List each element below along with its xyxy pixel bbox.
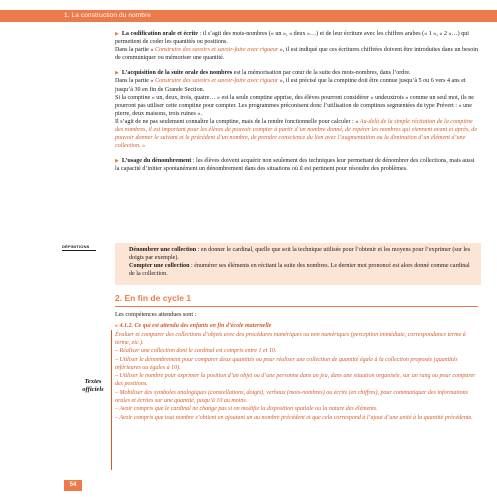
official-item: – Avoir compris que le cardinal ne change pas si on modifie la disposition spatiale ou la nature des éléments. (115, 406, 378, 412)
acquisition-text2a: Dans la partie « (115, 78, 155, 85)
arrow-bullet-icon: ▶ (115, 31, 119, 37)
official-item: – Mobiliser des symboles analogiques (constellations, doigts), verbaux (mots-nombres) ou écrits (en chiffres), pour communiquer des informations orales et écrites sur une quantité, jusqu’à 10 au moins. (115, 389, 469, 404)
definitions-label-underline (62, 250, 96, 251)
denombrement-text: : les élèves doivent acquérir non seulement des techniques leur permettant de dénombrer des collections, mais aussi la capacité d’initier spontanément un dénombrement dans des situations où il est pertinent pour résoudre des problèmes. (115, 158, 475, 173)
official-item: Évaluer et comparer des collections d’objets avec des procédures numériques ou non numériques (perception immédiate, correspondance terme à terme, etc.). (115, 331, 466, 346)
paragraph-codification-2 (115, 46, 478, 62)
official-label-line2: officiels (82, 386, 104, 393)
definitions-label: DÉFINITIONS (62, 244, 90, 249)
codification-reference: Construire des savoirs et savoir-faire avec rigueur (154, 47, 279, 54)
official-item: – Utiliser le dénombrement pour comparer deux quantités ou pour réaliser une collection de quantité égale à la collection proposée (quantités inférieures ou égales à 10). (115, 356, 458, 371)
section-intro: Les compétences attendues sont : (115, 312, 197, 318)
section-title: 2. En fin de cycle 1 (115, 293, 192, 303)
heading-denombrement: L’usage du dénombrement (121, 158, 192, 165)
page-number: 54 (64, 480, 82, 491)
paragraph-codification (115, 30, 478, 46)
definition-term: Dénombrer une collection (129, 247, 197, 253)
definition-text: : énumérer ses éléments en récitant la suite des nombres. Le dernier mot prononcé est alors donné comme cardinal de la collection. (129, 263, 470, 278)
paragraph-denombrement (115, 157, 478, 173)
arrow-bullet-icon: ▶ (115, 70, 119, 77)
codification-text2b: », il est indiqué que ces écritures chiffrées doivent être introduites dans un besoin de communiquer ou mémoriser une quantité. (115, 47, 479, 62)
acquisition-quote-end: » (140, 143, 146, 150)
section-divider (115, 306, 478, 307)
definition-denombrer (121, 246, 475, 262)
acquisition-text4: Il s’agit de ne pas seulement connaître la comptine, mais de la rendre fonctionnelle pour calculer : « (115, 118, 359, 125)
official-quote-heading: « 4.1.2. Ce qui est attendu des enfants en fin d’école maternelle (115, 323, 272, 329)
official-label-line1: Textes (84, 378, 102, 385)
paragraph-acquisition-3: Si la comptine « un, deux, trois, quatre… » est la seule comptine apprise, des élèves pourront considérer « undeuxtrois » comme un seul mot, ils ne pourront pas utiliser cette comptine pour compter. Les programmes préconisent donc l’utilisation de comptines segmentées du type Prévert : « une pierre, deux maisons, trois ruines ». (115, 94, 474, 117)
chapter-title: 1. La construction du nombre (64, 12, 151, 19)
arrow-bullet-icon: ▶ (115, 158, 119, 165)
codification-text: : il s’agit des mots-nombres (« un », « deux »…) et de leur écriture avec les chiffres arabes (« 1 », « 2 »…) qui permettent de coder les quantités ou positions. (115, 31, 469, 46)
definitions-box (115, 243, 481, 285)
heading-codification: La codification orale et écrite (121, 31, 199, 37)
acquisition-quote: Au-delà de la simple récitation de la comptine des nombres, il est important pour les élèves de pouvoir compter à partir d’un nombre donné, de repérer les nombres qui viennent avant et après, de pouvoir donner le suivant et le précédent d’un nombre, de prendre conscience du lien avec l’augmentation ou la diminution d’un élément d’une collection. (115, 118, 478, 150)
codification-text2a: Dans la partie « (115, 47, 155, 54)
definition-compter (121, 262, 475, 278)
definition-term: Compter une collection (129, 263, 190, 270)
paragraph-acquisition (115, 69, 478, 77)
paragraph-acquisition-2 (115, 77, 478, 93)
official-quote (115, 322, 478, 422)
official-texts-rule (111, 330, 112, 470)
official-item: – Utiliser le nombre pour exprimer la position d’un objet ou d’une personne dans un jeu, dans une situation organisée, sur un rang ou pour comparer des positions. (115, 373, 476, 387)
acquisition-text: est la mémorisation par cœur de la suite des mots-nombres, dans l’ordre. (232, 70, 411, 77)
official-item: – Réaliser une collection dont le cardinal est compris entre 1 et 10. (115, 348, 277, 354)
acquisition-reference: Construire des savoirs et savoir-faire avec rigueur (154, 78, 279, 85)
main-text (115, 30, 478, 174)
paragraph-acquisition-4 (115, 118, 478, 150)
chapter-header (0, 0, 497, 22)
definition-text: : en donner le cardinal, quelle que soit la technique utilisée pour l’obtenir et les moyens pour l’exprimer (sur les doigts par exemple). (129, 247, 471, 262)
official-texts-label (78, 378, 108, 394)
official-item: – Avoir compris que tout nombre s’obtient en ajoutant un au nombre précédent et que cela correspond à l’ajout d’une unité à la quantité précédente. (115, 414, 473, 421)
acquisition-text2b: », il est précisé que la comptine doit être connue jusqu’à 5 ou 6 vers 4 ans et jusqu’à 30 en fin de Grande Section. (115, 78, 466, 93)
heading-acquisition: L’acquisition de la suite orale des nombres (121, 70, 233, 77)
